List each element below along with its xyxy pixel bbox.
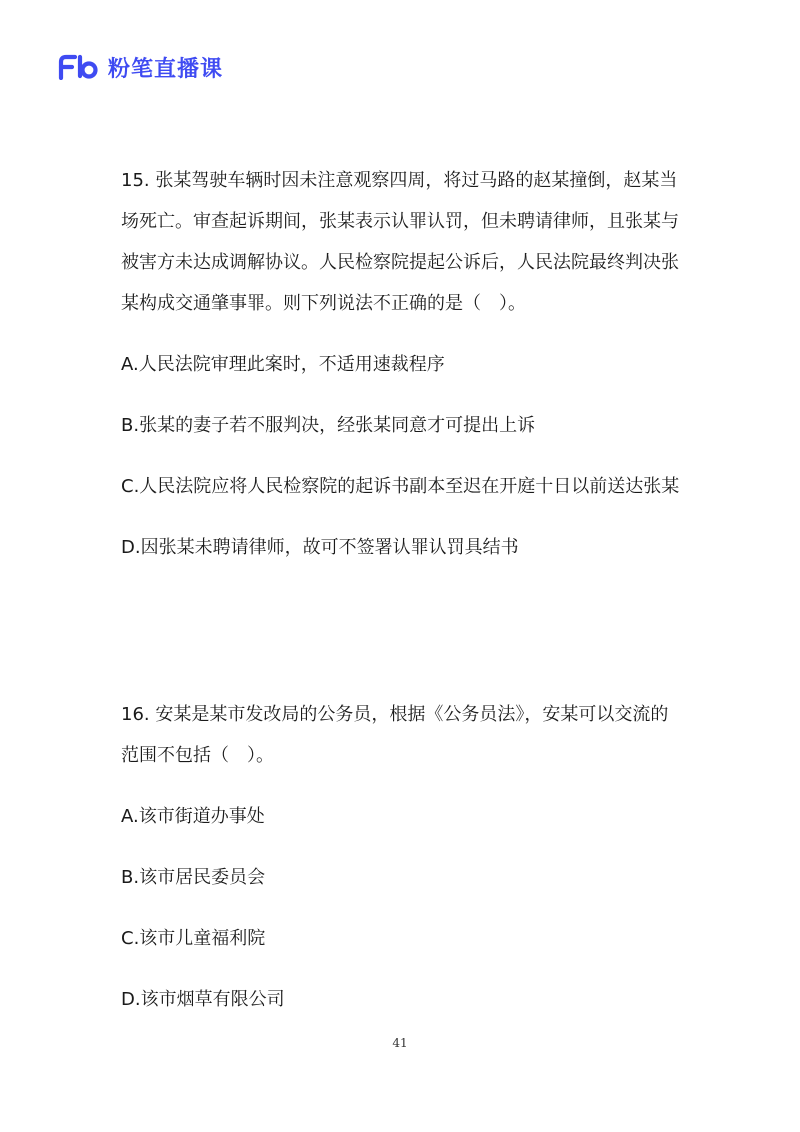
question-15 (121, 160, 681, 568)
question-16 (121, 694, 681, 1020)
question-16-option-d: D.该市烟草有限公司 (121, 989, 285, 1010)
fb-logo-icon (58, 54, 100, 80)
question-15-option-c: C.人民法院应将人民检察院的起诉书副本至迟在开庭十日以前送达张某 (121, 476, 680, 497)
question-16-option-a: A.该市街道办事处 (121, 806, 265, 827)
question-16-stem: 16. 安某是某市发改局的公务员，根据《公务员法》，安某可以交流的范围不包括（ ）。 (121, 704, 669, 766)
question-15-option-a: A.人民法院审理此案时，不适用速裁程序 (121, 354, 445, 375)
question-15-option-b: B.张某的妻子若不服判决，经张某同意才可提出上诉 (121, 415, 536, 436)
question-15-option-d: D.因张某未聘请律师，故可不签署认罪认罚具结书 (121, 537, 519, 558)
question-16-option-c: C.该市儿童福利院 (121, 928, 266, 949)
page-number: 41 (392, 1036, 408, 1050)
question-15-stem: 15. 张某驾驶车辆时因未注意观察四周，将过马路的赵某撞倒，赵某当场死亡。审查起诉期间，张某表示认罪认罚，但未聘请律师，且张某与被害方未达成调解协议。人民检察院提起公诉后，人民法院最终判决张某构成交通肇事罪。则下列说法不正确的是（ ）。 (121, 170, 679, 314)
header (58, 52, 223, 82)
question-16-option-b: B.该市居民委员会 (121, 867, 266, 888)
brand-name: 粉笔直播课 (108, 56, 224, 82)
